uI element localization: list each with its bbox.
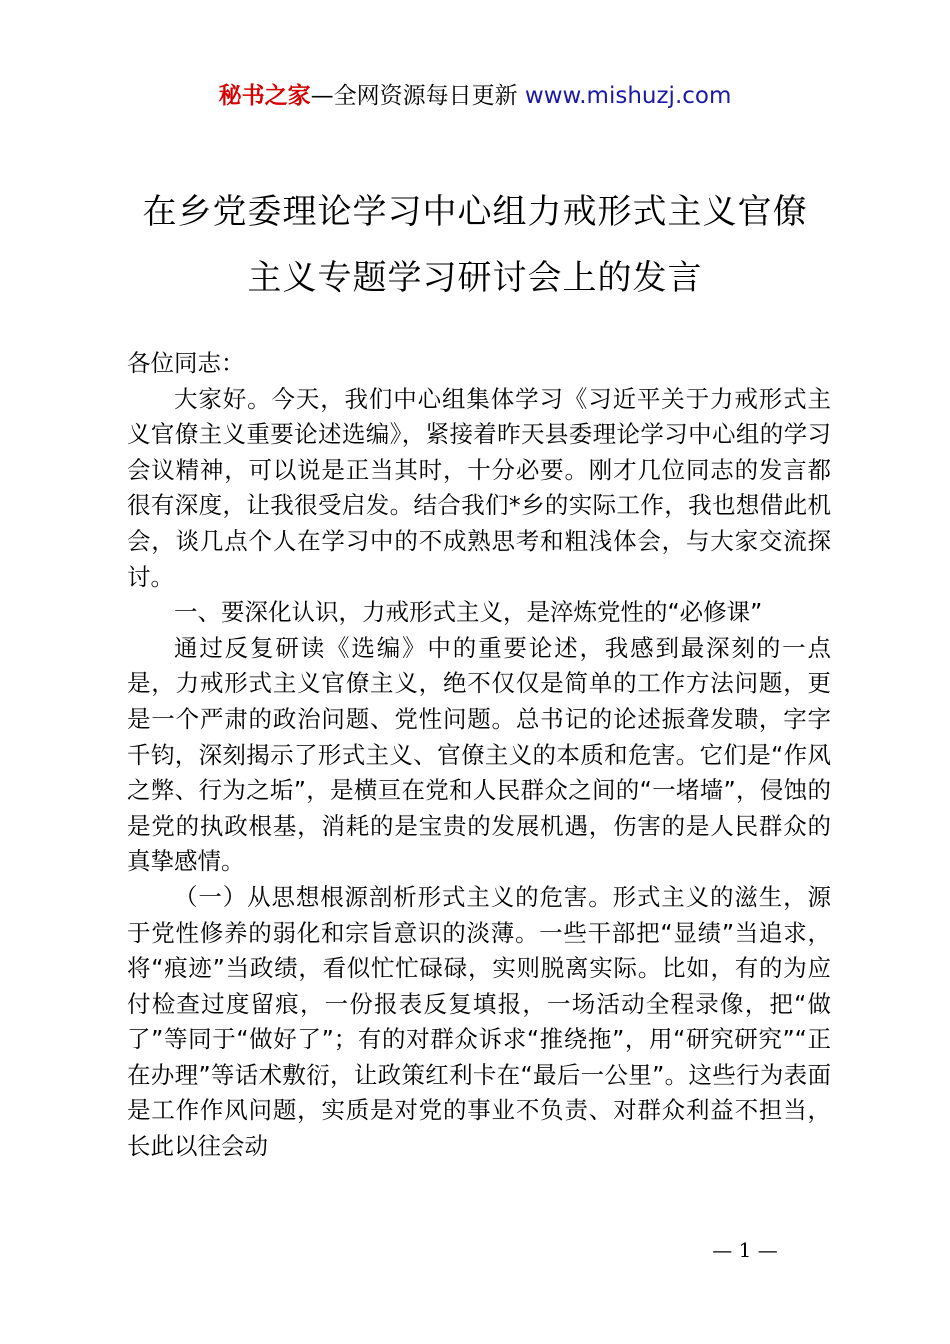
site-tagline: —全网资源每日更新	[310, 83, 525, 109]
section-heading-1: 一、要深化认识，力戒形式主义，是淬炼党性的“必修课”	[174, 598, 763, 627]
paragraph-body: 通过反复研读《选编》中的重要论述，我感到最深刻的一点是，力戒形式主义官僚主义，绝不仅仅是简单的工作方法问题，更是一个严肃的政治问题、党性问题。总书记的论述振聋发聩，字字千钧，深刻揭示了形式主义、官僚主义的本质和危害。它们是“作风之弊、行为之垢”，是横亘在党和人民群众之间的“一堵墙”，侵蚀的是党的执政根基，消耗的是宝贵的发展机遇，伤害的是人民群众的真挚感情。	[127, 633, 831, 876]
page-number: — 1 —	[712, 1238, 778, 1262]
salutation: 各位同志：	[127, 349, 245, 377]
document-title-line-2: 主义专题学习研讨会上的发言	[247, 258, 703, 298]
document-title-line-1: 在乡党委理论学习中心组力戒形式主义官僚	[142, 192, 808, 232]
site-brand: 秘书之家	[218, 83, 311, 109]
site-url-link[interactable]: www.mishuzj.com	[524, 83, 732, 109]
site-banner	[0, 80, 950, 112]
paragraph-opening: 大家好。今天，我们中心组集体学习《习近平关于力戒形式主义官僚主义重要论述选编》，紧接着昨天县委理论学习中心组的学习会议精神，可以说是正当其时，十分必要。刚才几位同志的发言都很有深度，让我很受启发。结合我们*乡的实际工作，我也想借此机会，谈几点个人在学习中的不成熟思考和粗浅体会，与大家交流探讨。	[127, 384, 831, 591]
document-body	[127, 346, 831, 1165]
subsection-paragraph-1: （一）从思想根源剖析形式主义的危害。形式主义的滋生，源于党性修养的弱化和宗旨意识的淡薄。一些干部把“显绩”当追求，将“痕迹”当政绩，看似忙忙碌碌，实则脱离实际。比如，有的为应付检查过度留痕，一份报表反复填报，一场活动全程录像，把“做了”等同于“做好了”；有的对群众诉求“推绕拖”，用“研究研究”“正在办理”等话术敷衍，让政策红利卡在“最后一公里”。这些行为表面是工作作风问题，实质是对党的事业不负责、对群众利益不担当，长此以往会动	[127, 882, 831, 1161]
